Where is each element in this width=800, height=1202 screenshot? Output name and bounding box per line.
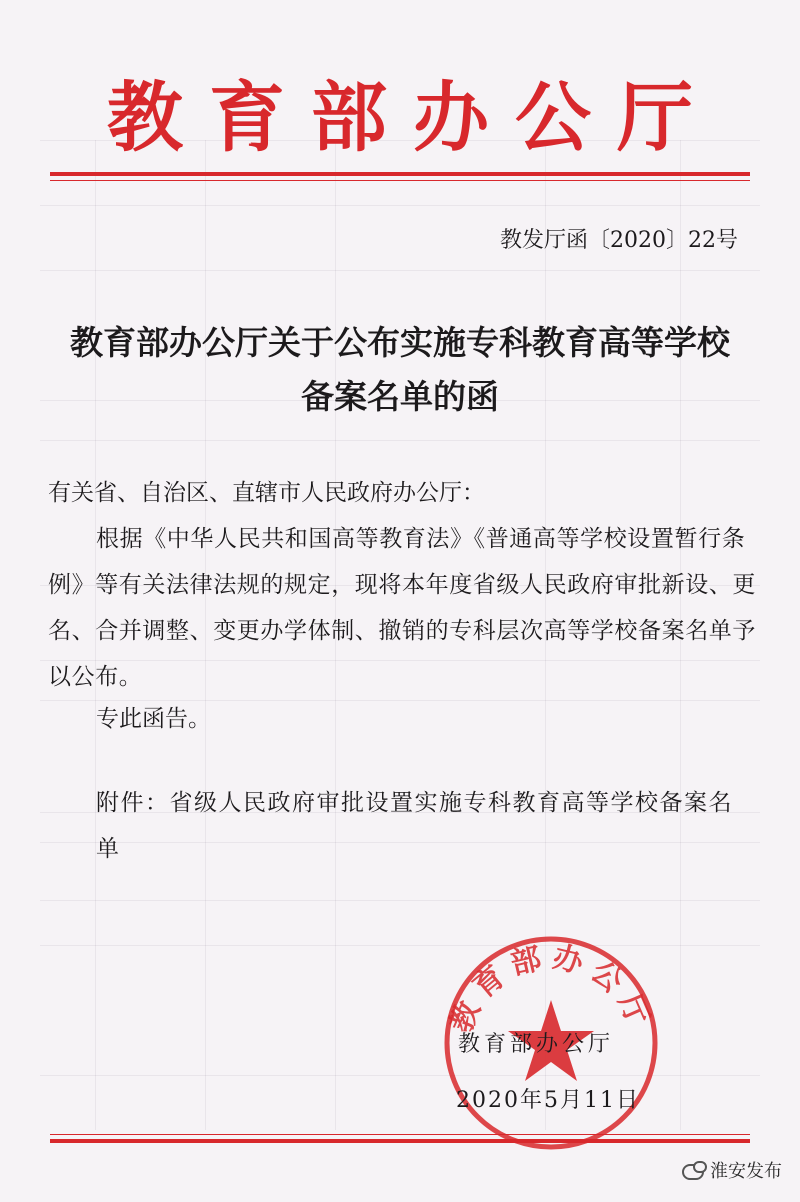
- signature-date: 2020年5月11日: [456, 1088, 640, 1113]
- issuing-office-header: 教育部办公厅: [107, 73, 719, 162]
- closing-remark: 专此函告。: [96, 706, 211, 732]
- document-title: [30, 316, 770, 424]
- addressee: 有关省、自治区、直辖市人民政府办公厅：: [48, 480, 485, 506]
- header-red-rule-thin: [50, 180, 750, 181]
- document-title-line-1: 教育部办公厅关于公布实施专科教育高等学校: [70, 323, 730, 362]
- document-title-line-2: 备案名单的函: [301, 377, 499, 416]
- footer-red-rule-thin: [50, 1134, 750, 1135]
- source-watermark: [682, 1160, 782, 1184]
- wechat-icon: [682, 1164, 704, 1180]
- seal-text: 教育部办公厅: [443, 939, 659, 1038]
- body-paragraph: 根据《中华人民共和国高等教育法》《普通高等学校设置暂行条例》等有关法律法规的规定，现将本年度省级人民政府审批新设、更名、合并调整、变更办学体制、撤销的专科层次高等学校备案名单予以公布。: [48, 526, 756, 690]
- header-red-rule-thick: [50, 172, 750, 176]
- footer-red-rule-thick: [50, 1139, 750, 1143]
- signature-office: 教育部办公厅: [458, 1032, 615, 1057]
- attachment-note: 附件：省级人民政府审批设置实施专科教育高等学校备案名单: [96, 790, 733, 862]
- watermark-label: 淮安发布: [710, 1161, 782, 1182]
- document-number: 教发厅函〔2020〕22号: [500, 228, 738, 253]
